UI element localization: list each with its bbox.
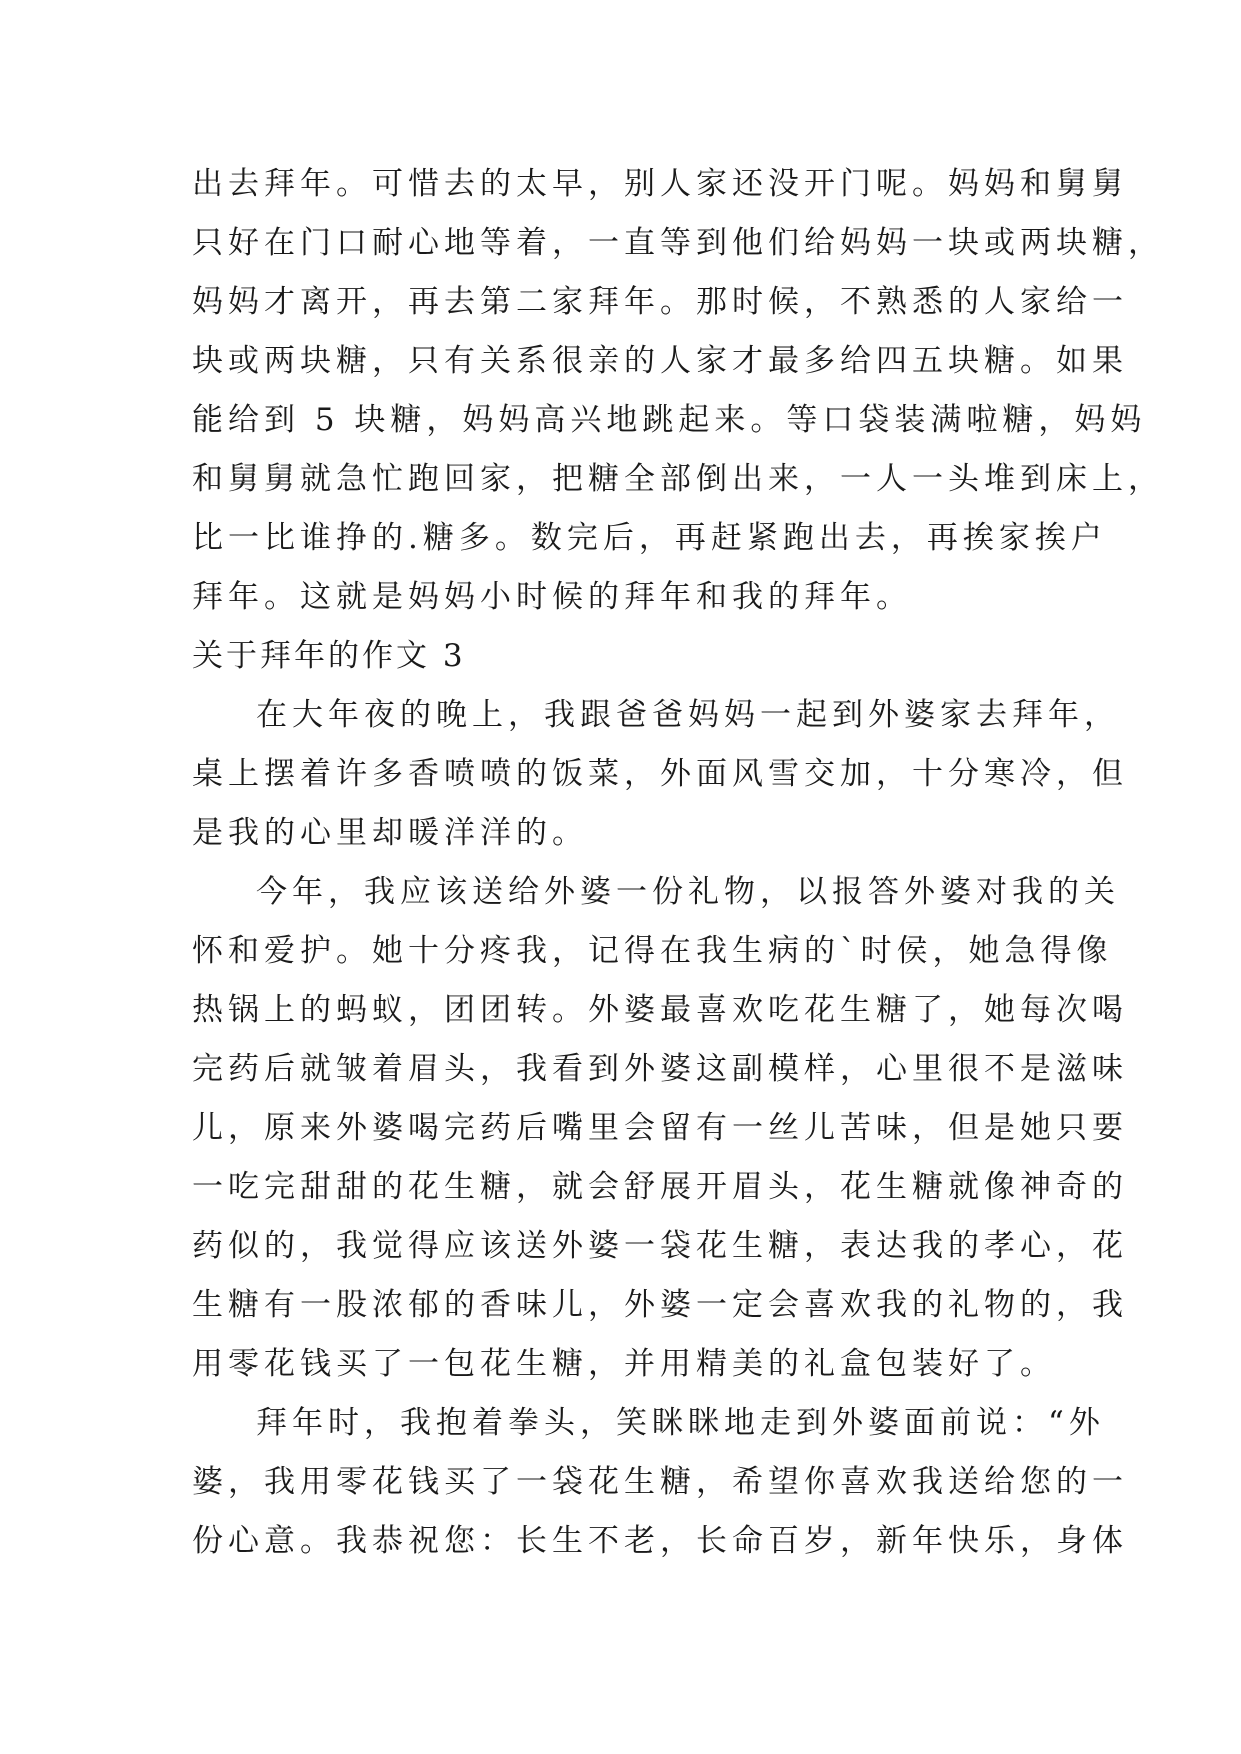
text-line: 妈妈才离开，再去第二家拜年。那时候，不熟悉的人家给一: [192, 284, 1128, 320]
text-line: 拜年。这就是妈妈小时候的拜年和我的拜年。: [192, 579, 912, 615]
text-line: 比一比谁挣的.糖多。数完后，再赶紧跑出去，再挨家挨户: [192, 520, 1107, 556]
text-line: 儿，原来外婆喝完药后嘴里会留有一丝儿苦味，但是她只要: [192, 1110, 1128, 1146]
text-line: 婆，我用零花钱买了一袋花生糖，希望你喜欢我送给您的一: [192, 1464, 1128, 1500]
paragraph-first-line: 在大年夜的晚上，我跟爸爸妈妈一起到外婆家去拜年，: [256, 697, 1120, 733]
text-line: 完药后就皱着眉头，我看到外婆这副模样，心里很不是滋味: [192, 1051, 1128, 1087]
paragraph-first-line: 拜年时，我抱着拳头，笑眯眯地走到外婆面前说：“外: [256, 1405, 1105, 1441]
text-line: 和舅舅就急忙跑回家，把糖全部倒出来，一人一头堆到床上，: [192, 461, 1164, 497]
text-line: 一吃完甜甜的花生糖，就会舒展开眉头，花生糖就像神奇的: [192, 1169, 1128, 1205]
section-heading: 关于拜年的作文 3: [192, 638, 466, 674]
text-line: 是我的心里却暖洋洋的。: [192, 815, 588, 851]
text-line: 桌上摆着许多香喷喷的饭菜，外面风雪交加，十分寒冷，但: [192, 756, 1128, 792]
text-line: 怀和爱护。她十分疼我，记得在我生病的`时侯，她急得像: [192, 933, 1113, 969]
text-line: 热锅上的蚂蚁，团团转。外婆最喜欢吃花生糖了，她每次喝: [192, 992, 1128, 1028]
text-line: 药似的，我觉得应该送外婆一袋花生糖，表达我的孝心，花: [192, 1228, 1128, 1264]
text-line: 块或两块糖，只有关系很亲的人家才最多给四五块糖。如果: [192, 343, 1128, 379]
text-line: 生糖有一股浓郁的香味儿，外婆一定会喜欢我的礼物的，我: [192, 1287, 1128, 1323]
text-line: 只好在门口耐心地等着，一直等到他们给妈妈一块或两块糖，: [192, 225, 1164, 261]
text-line: 出去拜年。可惜去的太早，别人家还没开门呢。妈妈和舅舅: [192, 166, 1128, 202]
text-line: 能给到 5 块糖，妈妈高兴地跳起来。等口袋装满啦糖，妈妈: [192, 402, 1147, 438]
paragraph-first-line: 今年，我应该送给外婆一份礼物，以报答外婆对我的关: [256, 874, 1120, 910]
text-line: 份心意。我恭祝您：长生不老，长命百岁，新年快乐，身体: [192, 1523, 1128, 1559]
text-line: 用零花钱买了一包花生糖，并用精美的礼盒包装好了。: [192, 1346, 1056, 1382]
